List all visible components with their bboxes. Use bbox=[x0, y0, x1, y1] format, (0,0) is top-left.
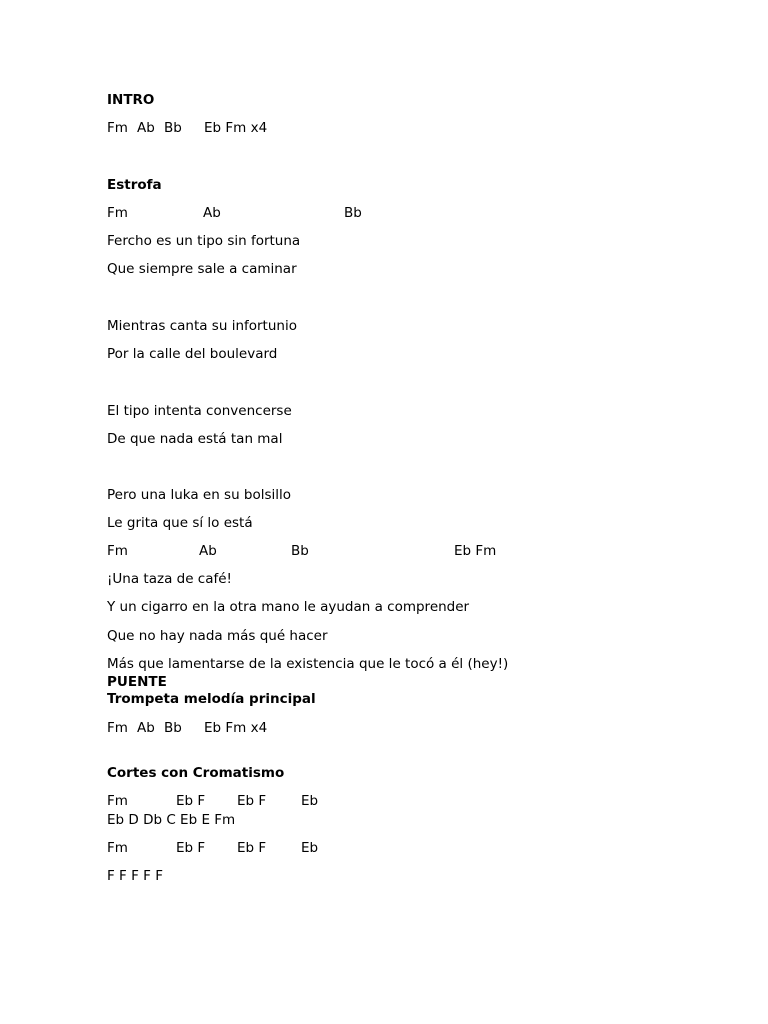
chord: Eb bbox=[301, 793, 319, 809]
chord: Ab bbox=[199, 543, 217, 559]
lyric-line: El tipo intenta convencerse bbox=[107, 403, 292, 419]
chord: Eb F bbox=[176, 840, 206, 856]
chord: Eb F bbox=[237, 840, 267, 856]
chord: Eb Fm x4 bbox=[204, 720, 268, 736]
lyric-line: Fercho es un tipo sin fortuna bbox=[107, 233, 301, 249]
estrofa-chord-line bbox=[107, 204, 667, 222]
lyric-line: De que nada está tan mal bbox=[107, 431, 283, 447]
lyric-line: Por la calle del boulevard bbox=[107, 346, 278, 362]
intro-chord-line bbox=[107, 119, 667, 137]
chord: Eb Fm bbox=[454, 543, 497, 559]
chord: Ab bbox=[137, 720, 155, 736]
chord: Fm bbox=[107, 720, 128, 736]
chord: Ab bbox=[203, 205, 221, 221]
cortes-heading: Cortes con Cromatismo bbox=[107, 765, 285, 781]
lyric-line: Le grita que sí lo está bbox=[107, 515, 253, 531]
chord: Eb F bbox=[176, 793, 206, 809]
puente-heading: PUENTE bbox=[107, 674, 167, 690]
puente-subheading: Trompeta melodía principal bbox=[107, 691, 316, 707]
chord: Fm bbox=[107, 120, 128, 136]
cortes-chord-line-1 bbox=[107, 792, 667, 810]
chord: Bb bbox=[164, 720, 182, 736]
intro-heading: INTRO bbox=[107, 92, 155, 108]
chromatic-line: Eb D Db C Eb E Fm bbox=[107, 812, 236, 828]
lyric-line: Y un cigarro en la otra mano le ayudan a comprender bbox=[107, 599, 470, 615]
chord: Ab bbox=[137, 120, 155, 136]
chord: Fm bbox=[107, 205, 128, 221]
chord: Bb bbox=[291, 543, 309, 559]
puente-chord-line bbox=[107, 719, 667, 737]
estrofa-heading: Estrofa bbox=[107, 177, 162, 193]
chord: Fm bbox=[107, 793, 128, 809]
lyric-line: Que no hay nada más qué hacer bbox=[107, 628, 328, 644]
ending-line: F F F F F bbox=[107, 868, 163, 884]
lyric-line: Mientras canta su infortunio bbox=[107, 318, 297, 334]
chord: Bb bbox=[164, 120, 182, 136]
chord: Eb bbox=[301, 840, 319, 856]
chord: Fm bbox=[107, 543, 128, 559]
lyric-line: Que siempre sale a caminar bbox=[107, 261, 297, 277]
lyric-line: Más que lamentarse de la existencia que le tocó a él (hey!) bbox=[107, 656, 509, 672]
chord: Eb Fm x4 bbox=[204, 120, 268, 136]
lyric-line: ¡Una taza de café! bbox=[107, 571, 232, 587]
chord: Eb F bbox=[237, 793, 267, 809]
cortes-chord-line-2 bbox=[107, 839, 667, 857]
chord: Fm bbox=[107, 840, 128, 856]
chord: Bb bbox=[344, 205, 362, 221]
estrofa-chord-line-2 bbox=[107, 542, 667, 560]
lyric-line: Pero una luka en su bolsillo bbox=[107, 487, 292, 503]
